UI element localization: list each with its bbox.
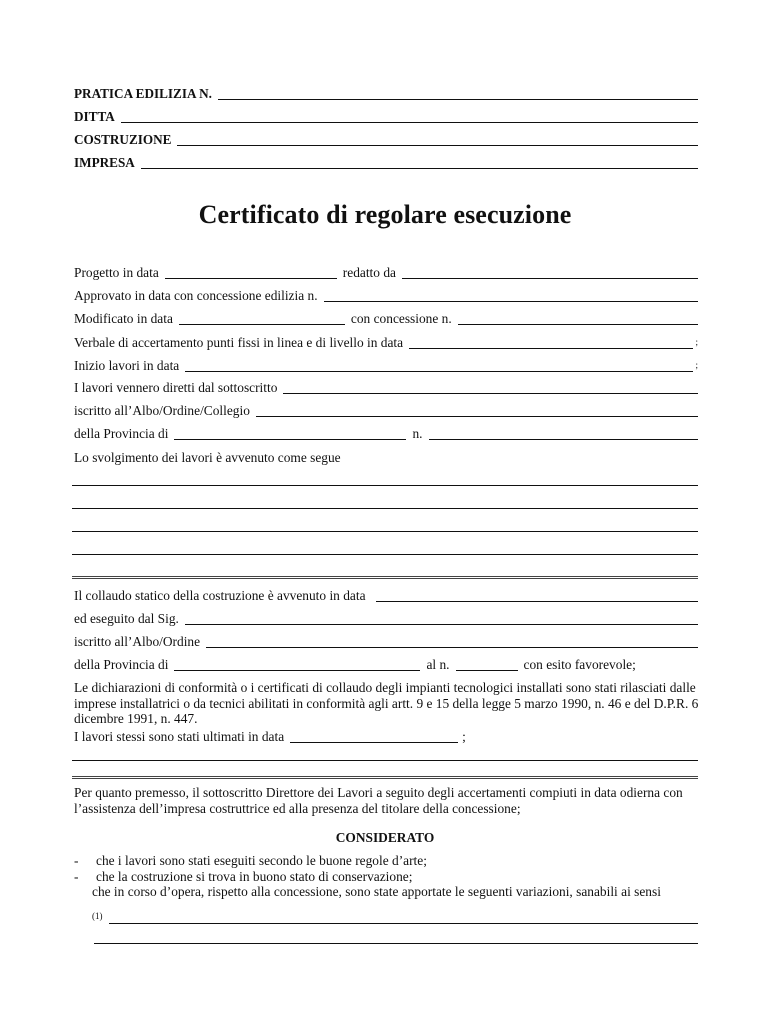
considerato-item-1: che i lavori sono stati eseguiti secondo le buone regole d’arte; (96, 853, 427, 868)
variazioni-field-1[interactable] (109, 910, 699, 924)
diretti-label: I lavori vennero diretti dal sottoscritto (74, 380, 278, 395)
approvato-field[interactable] (324, 288, 698, 302)
inizio-row (74, 357, 698, 374)
considerato-item-3: che in corso d’opera, rispetto alla concessione, sono state apportate le seguenti variazioni, sanabili ai sensi (92, 884, 661, 899)
considerato-heading: CONSIDERATO (335, 830, 435, 845)
ultimati-label: I lavori stessi sono stati ultimati in data (74, 729, 285, 744)
al-n-field[interactable] (456, 657, 518, 671)
progetto-row (74, 265, 698, 281)
costruzione-label: COSTRUZIONE (74, 132, 172, 147)
collaudo-provincia-row (74, 657, 698, 673)
redatto-label: redatto da (342, 265, 396, 280)
collaudo-provincia-field[interactable] (174, 657, 420, 671)
ultimati-data-field[interactable] (290, 729, 458, 743)
provincia-row (74, 426, 698, 442)
svolgimento-line-4[interactable] (72, 554, 698, 555)
svolgimento-line-2[interactable] (72, 508, 698, 509)
progetto-label: Progetto in data (74, 265, 159, 280)
provincia-n-field[interactable] (429, 426, 698, 440)
ultimati-semicolon: ; (462, 729, 466, 744)
section-divider-2 (72, 776, 698, 779)
modificato-data-field[interactable] (179, 311, 345, 325)
pratica-edilizia-label: PRATICA EDILIZIA N. (74, 86, 212, 101)
approvato-row (74, 288, 698, 304)
ultimati-row (74, 729, 494, 745)
collaudo-row (74, 588, 698, 604)
eseguito-field[interactable] (185, 611, 698, 625)
ditta-field[interactable] (121, 109, 698, 123)
provincia-label: della Provincia di (74, 426, 169, 441)
verbale-row (74, 334, 698, 351)
con-concessione-field[interactable] (458, 311, 698, 325)
modificato-row (74, 311, 698, 327)
ditta-label: DITTA (74, 109, 115, 124)
section-divider (72, 576, 698, 579)
dichiarazioni-paragraph: Le dichiarazioni di conformità o i certificati di collaudo degli impianti tecnologici installati sono stati rilasciati dalle imprese installatrici o da tecnici abilitati in conformità agli artt. 9 e 15 della legge 5 marzo 1990, n. 46 e del D.P.R. 6 dicembre 1991, n. 447. (74, 680, 699, 726)
impresa-field[interactable] (141, 155, 698, 169)
al-n-label: al n. (426, 657, 450, 672)
provincia-field[interactable] (174, 426, 406, 440)
impresa-row (74, 155, 698, 171)
bullet-dash-2: - (74, 869, 79, 884)
ditta-row (74, 109, 698, 125)
svolgimento-label: Lo svolgimento dei lavori è avvenuto come segue (74, 450, 341, 465)
eseguito-row (74, 611, 698, 627)
considerato-item-2: che la costruzione si trova in buono stato di conservazione; (96, 869, 413, 884)
collaudo-data-field[interactable] (376, 588, 698, 602)
verbale-field[interactable] (409, 335, 693, 349)
svolgimento-line-1[interactable] (72, 485, 698, 486)
provincia-n-label: n. (412, 426, 423, 441)
modificato-label: Modificato in data (74, 311, 173, 326)
collaudo-iscritto-label: iscritto all’Albo/Ordine (74, 634, 201, 649)
premessa-paragraph: Per quanto premesso, il sottoscritto Direttore dei Lavori a seguito degli accertamenti compiuti in data odierna con l’assistenza dell’impresa costruttrice ed alla presenza del titolare della concessione; (74, 785, 683, 816)
collaudo-iscritto-row (74, 634, 698, 650)
bullet-dash-1: - (74, 853, 79, 868)
variazioni-field-2[interactable] (94, 943, 698, 944)
svolgimento-line-3[interactable] (72, 531, 698, 532)
svolgimento-row (74, 450, 698, 466)
pratica-edilizia-row (74, 86, 698, 102)
iscritto-field[interactable] (256, 403, 698, 417)
inizio-semicolon: ; (695, 360, 698, 370)
impresa-label: IMPRESA (74, 155, 135, 170)
esito-label: con esito favorevole; (523, 657, 636, 672)
verbale-label: Verbale di accertamento punti fissi in linea e di livello in data (74, 335, 404, 350)
costruzione-field[interactable] (177, 132, 698, 146)
con-concessione-label: con concessione n. (350, 311, 452, 326)
iscritto-label: iscritto all’Albo/Ordine/Collegio (74, 403, 250, 418)
redatto-field[interactable] (402, 265, 698, 279)
collaudo-line-1[interactable] (72, 760, 698, 761)
inizio-label: Inizio lavori in data (74, 358, 180, 373)
footnote-marker: (1) (92, 911, 103, 921)
iscritto-row (74, 403, 698, 419)
collaudo-label: Il collaudo statico della costruzione è avvenuto in data (74, 588, 366, 603)
progetto-data-field[interactable] (165, 265, 337, 279)
approvato-label: Approvato in data con concessione edilizia n. (74, 288, 318, 303)
collaudo-provincia-label: della Provincia di (74, 657, 169, 672)
pratica-edilizia-field[interactable] (218, 86, 698, 100)
document-title: Certificato di regolare esecuzione (198, 200, 572, 229)
inizio-field[interactable] (185, 358, 693, 372)
diretti-row (74, 380, 698, 396)
variazioni-row (92, 908, 698, 926)
collaudo-iscritto-field[interactable] (206, 634, 698, 648)
verbale-semicolon: ; (695, 337, 698, 347)
diretti-field[interactable] (283, 380, 698, 394)
eseguito-label: ed eseguito dal Sig. (74, 611, 179, 626)
costruzione-row (74, 132, 698, 148)
